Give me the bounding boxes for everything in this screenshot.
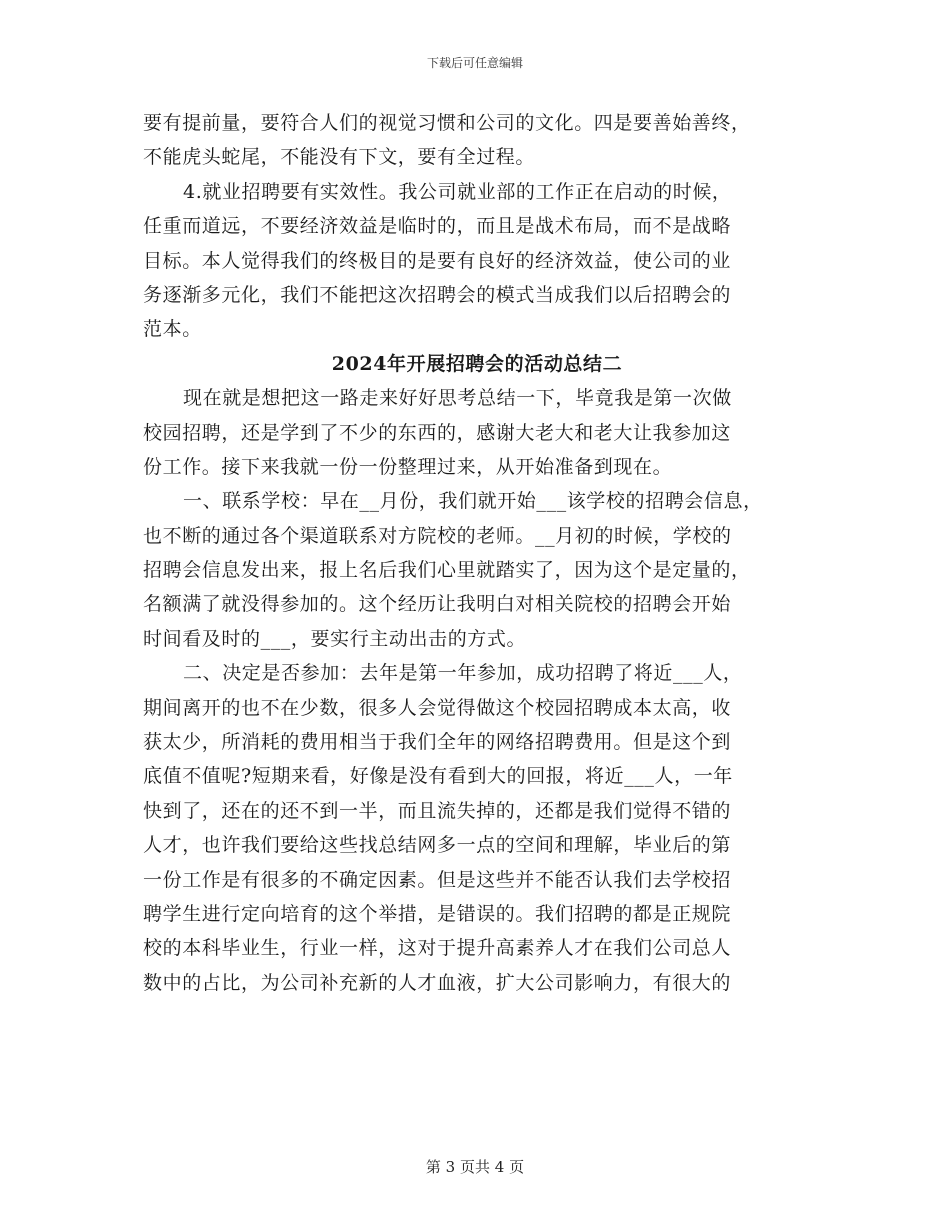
text-line: 名额满了就没得参加的。这个经历让我明白对相关院校的招聘会开始 [143,593,732,616]
section-title: 2024年开展招聘会的活动总结二 [331,352,623,375]
text-line: 时间看及时的___，要实行主动出击的方式。 [143,627,527,650]
document-body [143,106,811,1000]
text-line: 二、决定是否参加：去年是第一年参加，成功招聘了将近___人， [183,662,743,685]
text-line: 获太少，所消耗的费用相当于我们全年的网络招聘费用。但是这个到 [143,731,732,754]
text-line: 一、联系学校：早在__月份，我们就开始___该学校的招聘会信息， [183,490,763,513]
text-line: 底值不值呢?短期来看，好像是没有看到大的回报，将近___人，一年 [143,765,733,788]
text-line: 校园招聘，还是学到了不少的东西的，感谢大老大和老大让我参加这 [143,421,732,444]
text-line: 要有提前量，要符合人们的视觉习惯和公司的文化。四是要善始善终， [143,112,751,134]
page-footer: 第 3 页共 4 页 [425,1158,525,1176]
text-line: 现在就是想把这一路走来好好思考总结一下，毕竟我是第一次做 [183,387,732,410]
text-line: 校的本科毕业生，行业一样，这对于提升高素养人才在我们公司总人 [143,937,732,960]
text-line: 份工作。接下来我就一份一份整理过来，从开始准备到现在。 [143,455,673,478]
text-line: 快到了，还在的还不到一半，而且流失掉的，还都是我们觉得不错的 [143,799,732,822]
text-line: 目标。本人觉得我们的终极目的是要有良好的经济效益，使公司的业 [143,249,732,272]
text-line: 务逐渐多元化，我们不能把这次招聘会的模式当成我们以后招聘会的 [143,283,732,306]
text-line: 4.就业招聘要有实效性。我公司就业部的工作正在启动的时候， [183,180,732,203]
page-header: 下载后可任意编辑 [426,56,523,70]
text-line: 期间离开的也不在少数，很多人会觉得做这个校园招聘成本太高，收 [143,696,732,719]
text-line: 人才，也许我们要给这些找总结网多一点的空间和理解，毕业后的第 [143,834,732,857]
text-line: 不能虎头蛇尾，不能没有下文，要有全过程。 [143,146,536,169]
text-line: 数中的占比，为公司补充新的人才血液，扩大公司影响力，有很大的 [143,971,732,994]
text-line: 任重而道远，不要经济效益是临时的，而且是战术布局，而不是战略 [143,215,732,238]
text-line: 聘学生进行定向培育的这个举措，是错误的。我们招聘的都是正规院 [143,902,732,925]
text-line: 招聘会信息发出来，报上名后我们心里就踏实了，因为这个是定量的， [143,559,751,582]
text-line: 也不断的通过各个渠道联系对方院校的老师。__月初的时候，学校的 [143,524,732,547]
text-line: 范本。 [143,318,202,341]
text-line: 一份工作是有很多的不确定因素。但是这些并不能否认我们去学校招 [143,868,732,891]
